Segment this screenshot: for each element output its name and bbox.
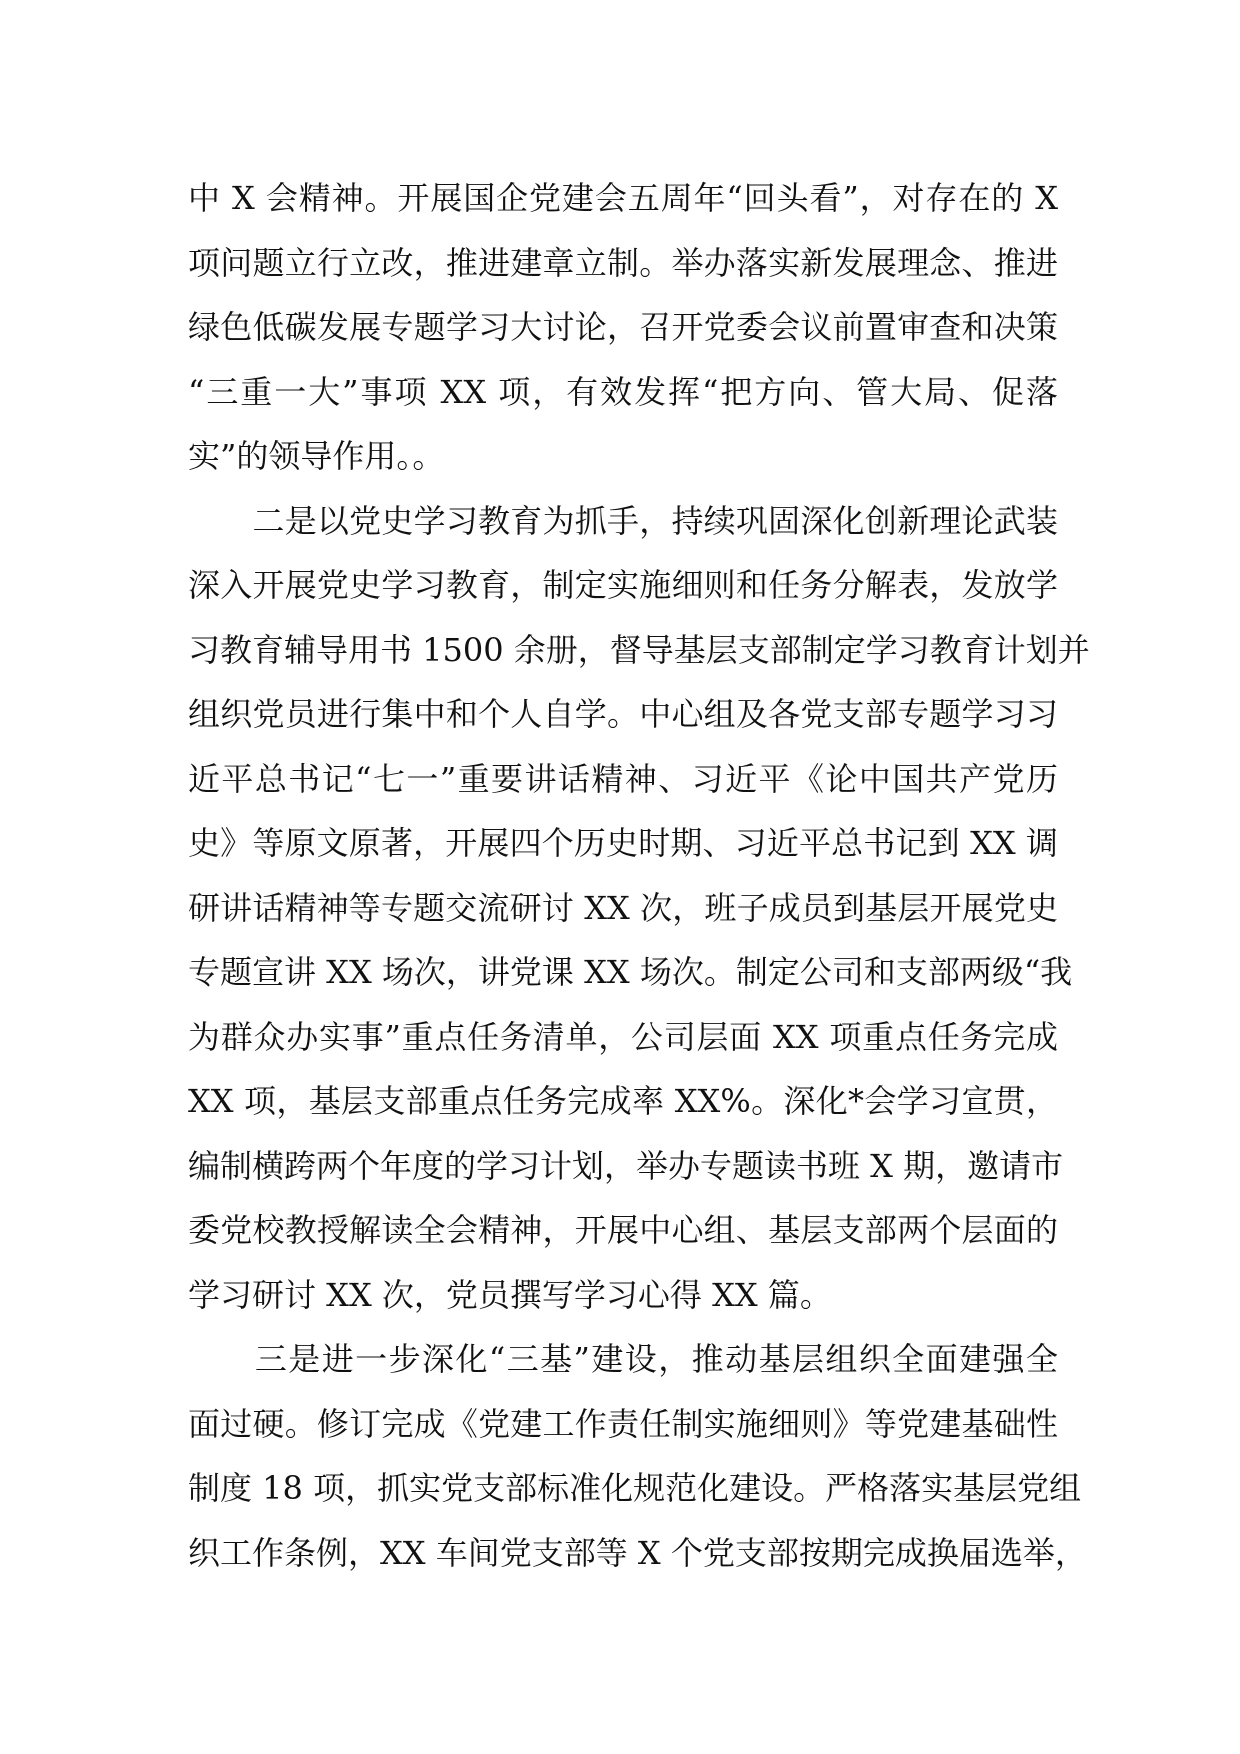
text-line: 制度 18 项，抓实党支部标准化规范化建设。严格落实基层党组 xyxy=(188,1469,1082,1507)
text-line: 专题宣讲 XX 场次，讲党课 XX 场次。制定公司和支部两级“我 xyxy=(188,953,1073,991)
text-line: 项问题立行立改，推进建章立制。举办落实新发展理念、推进 xyxy=(188,243,1058,282)
text-line: 习教育辅导用书 1500 余册，督导基层支部制定学习教育计划并 xyxy=(188,630,1090,669)
paragraph-1 xyxy=(188,166,1058,489)
body-text xyxy=(188,166,1090,1585)
text-line: 中 X 会精神。开展国企党建会五周年“回头看”，对存在的 X xyxy=(188,179,1058,217)
text-line: 二是以党史学习教育为抓手，持续巩固深化创新理论武装 xyxy=(188,501,1058,540)
text-line: 面过硬。修订完成《党建工作责任制实施细则》等党建基础性 xyxy=(188,1404,1058,1443)
text-line: 史》等原文原著，开展四个历史时期、习近平总书记到 XX 调 xyxy=(188,824,1058,862)
text-line: 委党校教授解读全会精神，开展中心组、基层支部两个层面的 xyxy=(188,1211,1058,1249)
text-line: 实”的领导作用。。 xyxy=(188,437,445,475)
paragraph-2 xyxy=(188,489,1090,1328)
text-line: 学习研讨 XX 次，党员撰写学习心得 XX 篇。 xyxy=(188,1275,832,1314)
text-line: 组织党员进行集中和个人自学。中心组及各党支部专题学习习 xyxy=(188,695,1058,733)
text-line: 深入开展党史学习教育，制定实施细则和任务分解表，发放学 xyxy=(188,566,1058,604)
text-line: XX 项，基层支部重点任务完成率 XX%。深化*会学习宣贯， xyxy=(188,1082,1058,1120)
text-line: 研讲话精神等专题交流研讨 XX 次，班子成员到基层开展党史 xyxy=(188,888,1058,927)
text-line: 织工作条例，XX 车间党支部等 X 个党支部按期完成换届选举， xyxy=(188,1533,1087,1572)
text-line: 为群众办实事”重点任务清单，公司层面 XX 项重点任务完成 xyxy=(188,1017,1058,1056)
text-line: “三重一大”事项 XX 项，有效发挥“把方向、管大局、促落 xyxy=(188,372,1058,411)
paragraph-3 xyxy=(188,1327,1087,1585)
text-line: 绿色低碳发展专题学习大讨论，召开党委会议前置审查和决策 xyxy=(188,308,1058,346)
text-line: 近平总书记“七一”重要讲话精神、习近平《论中国共产党历 xyxy=(188,759,1058,798)
text-line: 三是进一步深化“三基”建设，推动基层组织全面建强全 xyxy=(188,1340,1058,1378)
text-line: 编制横跨两个年度的学习计划，举办专题读书班 X 期，邀请市 xyxy=(188,1146,1064,1185)
